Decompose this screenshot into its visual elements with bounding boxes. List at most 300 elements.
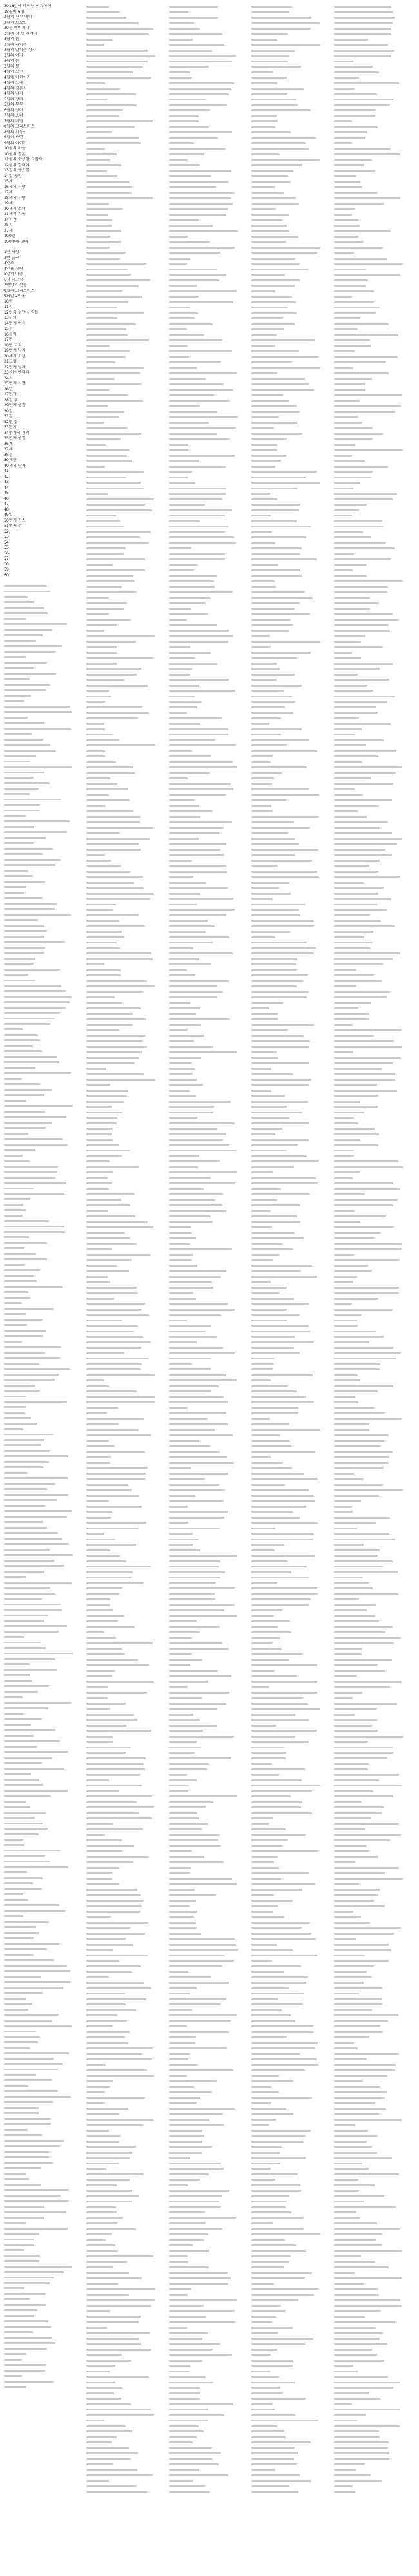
text-placeholder-bar bbox=[169, 1960, 234, 1962]
text-placeholder-bar bbox=[334, 55, 391, 57]
list-item[interactable]: 25번째 시간 bbox=[4, 381, 26, 386]
list-item[interactable]: 32번 집 bbox=[4, 419, 18, 424]
text-placeholder-bar bbox=[4, 2101, 53, 2103]
list-item-placeholder bbox=[86, 699, 166, 705]
list-item-placeholder bbox=[251, 26, 331, 32]
list-item[interactable]: 13구역 bbox=[4, 316, 17, 320]
list-item[interactable]: 22번째 남자 bbox=[4, 365, 26, 370]
list-item-placeholder bbox=[334, 431, 414, 437]
list-item[interactable]: 34번가의 기적 bbox=[4, 430, 30, 435]
text-placeholder-bar bbox=[86, 1790, 119, 1792]
list-item-placeholder bbox=[4, 2242, 84, 2248]
list-item[interactable]: 18번 고리 bbox=[4, 343, 22, 348]
list-item[interactable]: 23 아이덴티티 bbox=[4, 370, 30, 375]
list-item-placeholder bbox=[334, 1712, 414, 1718]
list-item[interactable]: 50번째 키스 bbox=[4, 518, 26, 523]
list-item[interactable]: 47 bbox=[4, 502, 9, 506]
list-item-placeholder bbox=[251, 382, 331, 388]
column-4 bbox=[251, 4, 331, 2495]
list-item[interactable]: 6월의 장마 bbox=[4, 108, 23, 113]
list-item[interactable]: 31일 bbox=[4, 414, 13, 419]
list-item[interactable]: 1번 사양 bbox=[4, 250, 19, 254]
list-item[interactable]: 4월이 오면 bbox=[4, 70, 23, 74]
list-item[interactable]: 43 bbox=[4, 480, 9, 484]
text-placeholder-bar bbox=[86, 1314, 149, 1316]
list-item-placeholder bbox=[86, 978, 166, 984]
text-placeholder-bar bbox=[86, 2163, 119, 2164]
list-item-placeholder bbox=[334, 409, 414, 415]
text-placeholder-bar bbox=[86, 1210, 108, 1212]
list-item-placeholder bbox=[169, 1285, 249, 1291]
text-placeholder-bar bbox=[334, 2255, 361, 2257]
text-placeholder-bar bbox=[169, 109, 210, 111]
list-item-placeholder bbox=[251, 2407, 331, 2413]
list-item[interactable]: 45 bbox=[4, 491, 9, 495]
list-item[interactable]: 4월의 노래 bbox=[4, 80, 23, 85]
text-placeholder-bar bbox=[4, 1018, 55, 1019]
list-item-placeholder bbox=[4, 1180, 84, 1186]
list-item-placeholder bbox=[4, 1941, 84, 1947]
text-placeholder-bar bbox=[334, 1358, 396, 1359]
text-placeholder-bar bbox=[251, 1703, 308, 1705]
text-placeholder-bar bbox=[251, 153, 280, 155]
list-item-placeholder bbox=[334, 2183, 414, 2188]
list-item-placeholder bbox=[4, 890, 84, 896]
list-item-placeholder bbox=[334, 1569, 414, 1575]
list-item[interactable]: 3월의 눈 bbox=[4, 59, 19, 63]
list-item-placeholder bbox=[169, 1148, 249, 1154]
text-placeholder-bar bbox=[334, 71, 379, 73]
list-item[interactable]: 26년 bbox=[4, 386, 13, 392]
text-placeholder-bar bbox=[251, 383, 309, 385]
text-placeholder-bar bbox=[334, 2102, 375, 2104]
list-item-placeholder bbox=[86, 1876, 166, 1882]
list-item[interactable]: 3월의 라이온 bbox=[4, 42, 27, 47]
list-item[interactable]: 3월의 여자 bbox=[4, 53, 23, 58]
list-item[interactable]: 27번가 bbox=[4, 392, 17, 397]
text-placeholder-bar bbox=[169, 952, 233, 954]
list-item-placeholder bbox=[86, 1575, 166, 1581]
list-item[interactable]: 5일의 마중 bbox=[4, 272, 23, 276]
list-item[interactable]: 20세기 소녀 bbox=[4, 206, 26, 211]
text-placeholder-bar bbox=[86, 597, 109, 599]
text-placeholder-bar bbox=[334, 2119, 402, 2121]
list-item-placeholder bbox=[169, 1356, 249, 1362]
list-item[interactable]: 5월의 부부 bbox=[4, 102, 23, 107]
list-item[interactable]: 6시 내고향 bbox=[4, 277, 23, 282]
text-placeholder-bar bbox=[4, 908, 55, 910]
list-item[interactable]: 4월의 남작 bbox=[4, 91, 23, 96]
text-placeholder-bar bbox=[251, 1024, 314, 1026]
list-item[interactable]: 16블럭 bbox=[4, 332, 17, 337]
list-item-placeholder bbox=[251, 978, 331, 984]
list-item-placeholder bbox=[251, 2445, 331, 2451]
list-item[interactable]: 21세기 가족 bbox=[4, 212, 26, 216]
text-placeholder-bar bbox=[4, 996, 72, 998]
text-placeholder-bar bbox=[169, 2141, 202, 2143]
list-item[interactable]: 28일 후 bbox=[4, 397, 18, 402]
text-placeholder-bar bbox=[86, 1051, 142, 1053]
list-item-placeholder bbox=[169, 1460, 249, 1466]
list-item[interactable]: 36계 bbox=[4, 441, 13, 446]
text-placeholder-bar bbox=[251, 131, 291, 133]
list-item[interactable]: 7월의 비밀 bbox=[4, 118, 23, 124]
text-placeholder-bar bbox=[4, 1855, 45, 1857]
list-item[interactable]: 10월의 하늘 bbox=[4, 146, 26, 151]
list-item[interactable]: 4인용 식탁 bbox=[4, 266, 23, 271]
text-placeholder-bar bbox=[169, 1101, 231, 1103]
list-item[interactable]: 48 bbox=[4, 507, 9, 512]
list-item-placeholder bbox=[169, 579, 249, 585]
text-placeholder-bar bbox=[169, 1478, 205, 1480]
list-item-placeholder bbox=[86, 1674, 166, 1680]
list-item[interactable]: 5월의 장미 bbox=[4, 97, 23, 102]
text-placeholder-bar bbox=[334, 1889, 380, 1891]
text-placeholder-bar bbox=[86, 2086, 110, 2088]
text-placeholder-bar bbox=[86, 2091, 105, 2093]
text-placeholder-bar bbox=[86, 1095, 127, 1097]
list-item-placeholder bbox=[86, 2112, 166, 2117]
list-item[interactable]: 51번째 주 bbox=[4, 524, 22, 528]
text-placeholder-bar bbox=[4, 739, 43, 741]
list-item-placeholder bbox=[4, 1043, 84, 1049]
list-item[interactable]: 38선 bbox=[4, 452, 13, 457]
list-item-placeholder bbox=[251, 2062, 331, 2068]
list-item[interactable]: 39계단 bbox=[4, 458, 17, 462]
list-item[interactable]: 24시간 bbox=[4, 217, 17, 222]
list-item[interactable]: 8월의 크리스마스 bbox=[4, 288, 35, 293]
list-item[interactable]: 21그램 bbox=[4, 359, 17, 364]
list-item-placeholder bbox=[169, 2215, 249, 2221]
list-item-placeholder bbox=[169, 529, 249, 535]
list-item-placeholder bbox=[86, 1608, 166, 1614]
list-item[interactable]: 17번 bbox=[4, 337, 13, 342]
list-item[interactable]: 56 bbox=[4, 551, 9, 556]
text-placeholder-bar bbox=[86, 723, 104, 724]
list-item-placeholder bbox=[251, 108, 331, 114]
list-item[interactable]: 24시 bbox=[4, 375, 13, 381]
text-placeholder-bar bbox=[169, 1429, 215, 1431]
list-item[interactable]: 54 bbox=[4, 540, 9, 545]
text-placeholder-bar bbox=[86, 1598, 110, 1600]
text-placeholder-bar bbox=[169, 137, 218, 139]
list-item[interactable]: 2월의 신부 내니 bbox=[4, 15, 32, 19]
list-item-placeholder bbox=[334, 1788, 414, 1794]
list-item[interactable]: 15세 bbox=[4, 179, 13, 184]
list-item[interactable]: 19번째 남자 bbox=[4, 348, 26, 353]
list-item[interactable]: 40세의 남자 bbox=[4, 463, 26, 468]
list-item[interactable]: 19세 bbox=[4, 201, 13, 205]
list-item-placeholder bbox=[334, 1641, 414, 1647]
text-placeholder-bar bbox=[4, 1866, 68, 1868]
list-item-placeholder bbox=[334, 1312, 414, 1318]
list-item[interactable]: 17세 bbox=[4, 190, 13, 194]
list-item-placeholder bbox=[169, 294, 249, 300]
list-item[interactable]: 2월의 토요일 bbox=[4, 20, 27, 25]
list-item[interactable]: 3인조 bbox=[4, 261, 14, 265]
text-placeholder-bar bbox=[4, 1598, 42, 1600]
list-item[interactable]: 30분 메이지나 bbox=[4, 26, 30, 30]
list-item[interactable]: 10월의 결혼 bbox=[4, 151, 26, 156]
list-item-placeholder bbox=[86, 1668, 166, 1674]
text-placeholder-bar bbox=[4, 1828, 48, 1830]
text-placeholder-bar bbox=[334, 164, 364, 166]
text-placeholder-bar bbox=[4, 853, 43, 855]
text-placeholder-bar bbox=[334, 2382, 400, 2383]
text-placeholder-bar bbox=[169, 274, 226, 276]
text-placeholder-bar bbox=[86, 1642, 153, 1644]
list-item-placeholder bbox=[169, 2007, 249, 2013]
list-item-placeholder bbox=[169, 1061, 249, 1066]
list-item[interactable]: 2018년에 태어난 여자아이 bbox=[4, 4, 52, 8]
text-placeholder-bar bbox=[86, 1998, 146, 2000]
text-placeholder-bar bbox=[334, 2014, 398, 2016]
list-item-placeholder bbox=[86, 1175, 166, 1181]
text-placeholder-bar bbox=[4, 1297, 30, 1299]
list-item-placeholder bbox=[86, 973, 166, 979]
text-placeholder-bar bbox=[4, 985, 61, 987]
list-item-placeholder bbox=[334, 902, 414, 907]
text-placeholder-bar bbox=[4, 2386, 26, 2388]
list-item[interactable]: 18세의 사랑 bbox=[4, 195, 26, 200]
text-placeholder-bar bbox=[169, 1637, 192, 1639]
text-placeholder-bar bbox=[251, 44, 320, 46]
list-item[interactable]: 58 bbox=[4, 562, 9, 567]
list-item[interactable]: 27세 bbox=[4, 228, 13, 233]
list-item[interactable]: 57 bbox=[4, 556, 9, 561]
list-item[interactable]: 14번째 여름 bbox=[4, 321, 26, 326]
list-item[interactable]: 55 bbox=[4, 545, 9, 550]
list-item[interactable]: 18월에 6명 bbox=[4, 9, 24, 14]
list-item-placeholder bbox=[4, 759, 84, 764]
list-item[interactable]: 7번방의 선물 bbox=[4, 283, 27, 287]
text-placeholder-bar bbox=[334, 1549, 380, 1551]
text-placeholder-bar bbox=[4, 1067, 35, 1069]
list-item[interactable]: 9월의 이야기 bbox=[4, 140, 27, 146]
list-item-placeholder bbox=[4, 1229, 84, 1235]
list-item[interactable]: 41 bbox=[4, 469, 9, 473]
list-item[interactable]: 3월의 말하는 상자 bbox=[4, 48, 36, 52]
list-item-placeholder bbox=[334, 2177, 414, 2183]
text-placeholder-bar bbox=[169, 131, 232, 133]
text-placeholder-bar bbox=[86, 1587, 122, 1589]
text-placeholder-bar bbox=[334, 586, 388, 588]
list-item-placeholder bbox=[251, 2265, 331, 2271]
text-placeholder-bar bbox=[334, 1051, 353, 1053]
list-item-placeholder bbox=[86, 1947, 166, 1953]
text-placeholder-bar bbox=[251, 203, 299, 205]
list-item-placeholder bbox=[334, 1285, 414, 1291]
text-placeholder-bar bbox=[169, 2124, 224, 2126]
list-item-placeholder bbox=[86, 2396, 166, 2402]
list-item-placeholder bbox=[86, 1493, 166, 1499]
list-item[interactable]: 25시 bbox=[4, 223, 13, 227]
text-placeholder-bar bbox=[86, 1774, 140, 1776]
list-item-placeholder bbox=[86, 667, 166, 672]
list-item[interactable]: 7월의 소녀 bbox=[4, 113, 23, 118]
list-item[interactable]: 46 bbox=[4, 496, 9, 501]
text-placeholder-bar bbox=[251, 2211, 291, 2213]
list-item-placeholder bbox=[251, 1318, 331, 1323]
text-placeholder-bar bbox=[169, 2036, 196, 2038]
list-item-placeholder bbox=[86, 923, 166, 929]
text-placeholder-bar bbox=[169, 2480, 193, 2482]
list-item[interactable]: 100번째 고백 bbox=[4, 239, 28, 244]
list-item-placeholder bbox=[169, 1219, 249, 1225]
list-item-placeholder bbox=[251, 1548, 331, 1553]
list-item-placeholder bbox=[4, 786, 84, 792]
text-placeholder-bar bbox=[334, 1171, 360, 1173]
list-item[interactable]: 13일의 금요일 bbox=[4, 168, 30, 173]
list-item-placeholder bbox=[251, 973, 331, 979]
list-item[interactable]: 30일 bbox=[4, 408, 13, 413]
text-placeholder-bar bbox=[86, 241, 121, 243]
text-placeholder-bar bbox=[169, 788, 233, 790]
list-item[interactable]: 53 bbox=[4, 535, 9, 539]
list-item[interactable]: 3월의 물 bbox=[4, 64, 19, 69]
text-placeholder-bar bbox=[169, 1013, 196, 1015]
list-item-placeholder bbox=[4, 1498, 84, 1504]
text-placeholder-bar bbox=[334, 893, 378, 895]
list-item[interactable]: 2번 출구 bbox=[4, 255, 19, 260]
list-item-placeholder bbox=[334, 1466, 414, 1472]
list-item[interactable]: 100일 bbox=[4, 234, 15, 238]
list-item[interactable]: 20세기 소년 bbox=[4, 354, 26, 359]
list-item-placeholder bbox=[169, 2046, 249, 2052]
list-item[interactable]: 8월의 서동이 bbox=[4, 129, 27, 135]
list-item[interactable]: 29번째 생일 bbox=[4, 403, 26, 408]
text-placeholder-bar bbox=[4, 958, 35, 960]
list-item[interactable]: 4월의 결혼식 bbox=[4, 86, 27, 91]
text-placeholder-bar bbox=[169, 2305, 204, 2307]
text-placeholder-bar bbox=[4, 2342, 55, 2344]
list-item-placeholder bbox=[4, 2155, 84, 2161]
list-item-placeholder bbox=[86, 2073, 166, 2079]
list-item-placeholder bbox=[4, 1032, 84, 1038]
text-placeholder-bar bbox=[169, 1456, 227, 1458]
text-placeholder-bar bbox=[4, 1740, 60, 1742]
list-item[interactable]: 42 bbox=[4, 474, 9, 479]
list-item-placeholder bbox=[334, 546, 414, 552]
text-placeholder-bar bbox=[86, 1653, 125, 1655]
text-placeholder-bar bbox=[169, 2277, 231, 2279]
list-item[interactable]: 37세 bbox=[4, 447, 13, 451]
text-placeholder-bar bbox=[334, 416, 358, 418]
list-item-placeholder bbox=[86, 809, 166, 815]
text-placeholder-bar bbox=[334, 1259, 400, 1261]
text-placeholder-bar bbox=[169, 1883, 237, 1885]
text-placeholder-bar bbox=[334, 153, 400, 155]
text-placeholder-bar bbox=[251, 104, 298, 106]
list-item-placeholder bbox=[169, 2314, 249, 2320]
list-item[interactable]: 52 bbox=[4, 529, 9, 534]
list-item[interactable]: 4월에 어린이가 bbox=[4, 75, 31, 80]
list-item-placeholder bbox=[86, 1444, 166, 1450]
list-item[interactable]: 12월의 열대야 bbox=[4, 162, 30, 167]
list-item-placeholder bbox=[4, 1892, 84, 1898]
list-item-placeholder bbox=[251, 918, 331, 924]
list-item[interactable]: 9회말 2아웃 bbox=[4, 294, 26, 298]
list-item[interactable]: 15분 bbox=[4, 327, 13, 331]
list-item-placeholder bbox=[334, 1175, 414, 1181]
text-placeholder-bar bbox=[4, 618, 26, 620]
text-placeholder-bar bbox=[251, 1451, 315, 1453]
text-placeholder-bar bbox=[86, 323, 136, 325]
text-placeholder-bar bbox=[251, 2124, 269, 2126]
text-placeholder-bar bbox=[251, 186, 275, 188]
list-item[interactable]: 11시 bbox=[4, 305, 13, 309]
text-placeholder-bar bbox=[334, 1363, 380, 1365]
list-item[interactable]: 14일 동안 bbox=[4, 173, 22, 178]
text-placeholder-bar bbox=[169, 99, 206, 100]
text-placeholder-bar bbox=[251, 663, 277, 665]
list-item-placeholder bbox=[251, 579, 331, 585]
list-item-placeholder bbox=[251, 2385, 331, 2391]
list-item-placeholder bbox=[86, 1488, 166, 1493]
list-item-placeholder bbox=[4, 2264, 84, 2270]
text-placeholder-bar bbox=[169, 1073, 193, 1075]
list-item[interactable]: 10억 bbox=[4, 299, 13, 304]
text-placeholder-bar bbox=[4, 755, 36, 757]
list-item-placeholder bbox=[86, 2188, 166, 2194]
list-item[interactable]: 33번지 bbox=[4, 425, 17, 430]
list-item[interactable]: 59 bbox=[4, 567, 9, 572]
text-placeholder-bar bbox=[86, 1407, 118, 1409]
list-item-placeholder bbox=[251, 190, 331, 196]
list-item-placeholder bbox=[251, 2281, 331, 2287]
list-item[interactable]: 3월의 봄 bbox=[4, 37, 19, 41]
list-item-placeholder bbox=[251, 437, 331, 442]
list-item[interactable]: 11월의 수상한 그림자 bbox=[4, 157, 43, 162]
list-item-placeholder bbox=[169, 2145, 249, 2150]
list-item[interactable]: 16세의 사랑 bbox=[4, 184, 26, 189]
text-placeholder-bar bbox=[334, 1347, 393, 1349]
list-item-placeholder bbox=[86, 1810, 166, 1816]
list-item[interactable]: 9월이 오면 bbox=[4, 135, 23, 140]
list-item[interactable]: 35번째 생일 bbox=[4, 436, 26, 440]
text-placeholder-bar bbox=[251, 586, 276, 588]
text-placeholder-bar bbox=[86, 1112, 122, 1113]
list-item-placeholder bbox=[86, 1323, 166, 1329]
list-item-placeholder bbox=[169, 726, 249, 732]
list-item-placeholder bbox=[251, 896, 331, 902]
text-placeholder-bar bbox=[86, 860, 111, 862]
list-item[interactable]: 8월의 크리스마스 bbox=[4, 124, 35, 129]
list-item[interactable]: 3월의 장 선 이야기 bbox=[4, 31, 37, 36]
text-placeholder-bar bbox=[86, 2425, 126, 2427]
list-item-placeholder bbox=[86, 1460, 166, 1466]
list-item-placeholder bbox=[251, 1816, 331, 1822]
text-placeholder-bar bbox=[86, 1686, 108, 1688]
list-item-placeholder bbox=[334, 15, 414, 21]
list-item-placeholder bbox=[169, 1734, 249, 1739]
list-item-placeholder bbox=[86, 886, 166, 891]
text-placeholder-bar bbox=[334, 2163, 362, 2164]
list-item[interactable]: 44 bbox=[4, 485, 9, 490]
text-placeholder-bar bbox=[251, 2491, 298, 2493]
text-placeholder-bar bbox=[169, 1341, 197, 1343]
text-placeholder-bar bbox=[251, 389, 314, 391]
list-item[interactable]: 12인의 성난 사람들 bbox=[4, 310, 39, 315]
text-placeholder-bar bbox=[4, 925, 44, 927]
text-placeholder-bar bbox=[4, 1406, 26, 1408]
list-item[interactable]: 49일 bbox=[4, 513, 13, 517]
list-item-placeholder bbox=[334, 2347, 414, 2353]
list-item[interactable]: 60 bbox=[4, 573, 9, 578]
list-item-placeholder bbox=[251, 672, 331, 677]
list-item-placeholder bbox=[169, 2451, 249, 2457]
text-placeholder-bar bbox=[86, 274, 131, 276]
